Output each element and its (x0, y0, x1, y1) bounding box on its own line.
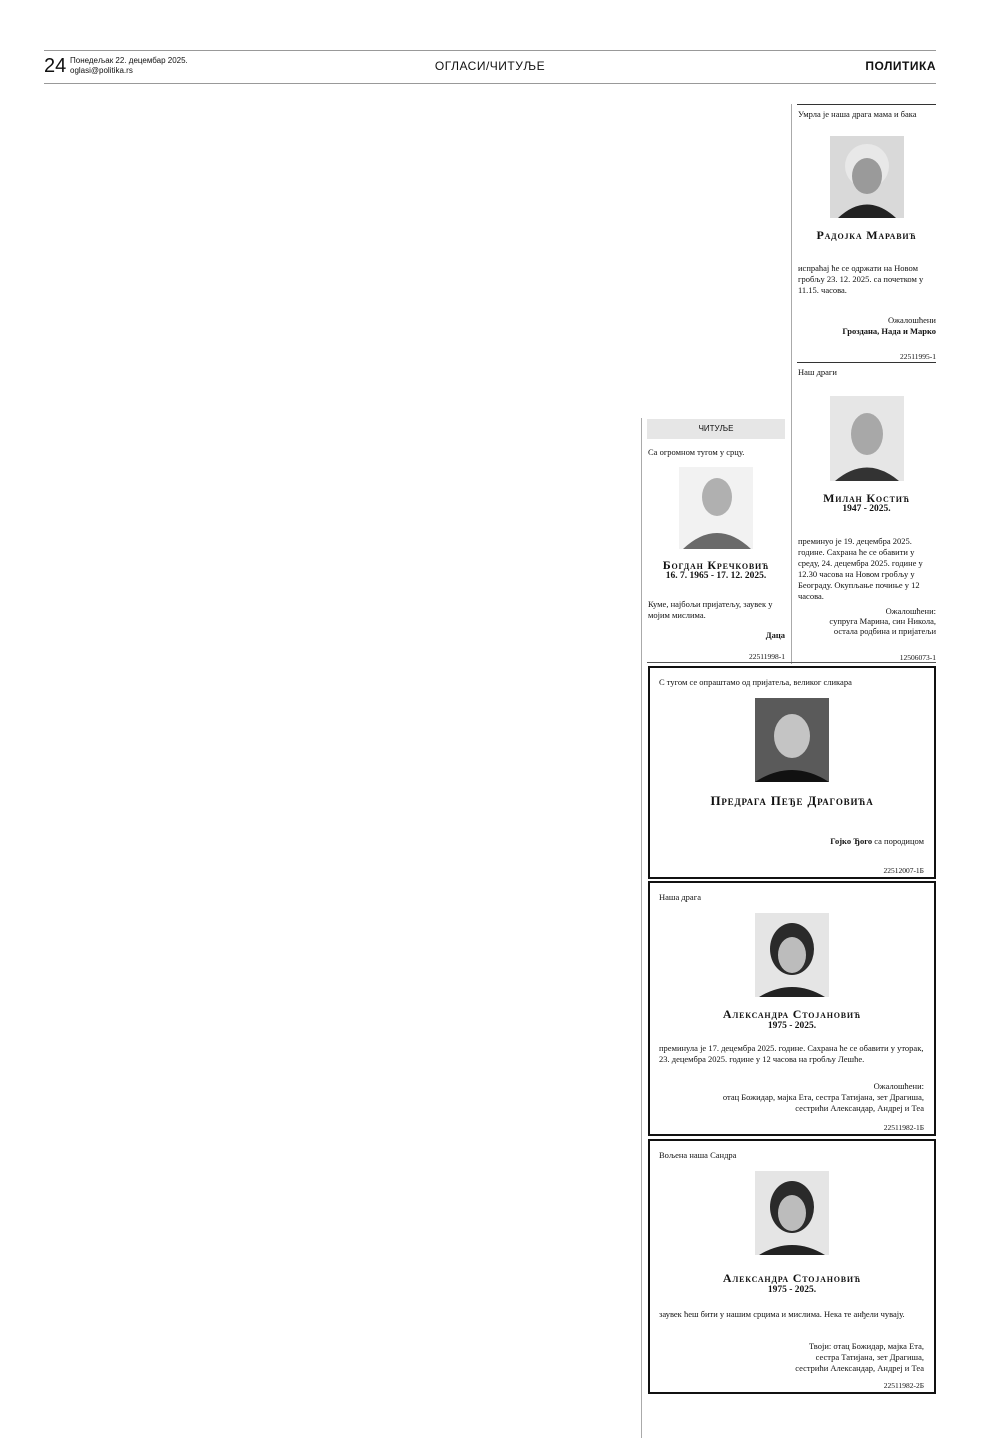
portrait-photo (830, 136, 904, 218)
signature-rest: са породицом (872, 836, 924, 846)
ad-code: 22512007-1Б (883, 866, 924, 875)
ad-code: 12506073-1 (899, 653, 936, 662)
contact-email: oglasi@politika.rs (70, 66, 133, 75)
notice-intro: С тугом се опраштамо од пријатеља, великог сликара (659, 677, 852, 687)
notice-body: Куме, најбољи пријатељу, заувек у мојим мислима. (648, 599, 773, 620)
notice-body: преминуо је 19. децембра 2025. године. Сахрана ће се обавити у среду, 24. децембра 2025. године у 12.30 часова на Новом гробљу у Београду. Окупљање почиње у 12 часова. (798, 536, 923, 601)
life-years: 16. 7. 1965 - 17. 12. 2025. (665, 571, 767, 581)
notice-intro: Наш драги (798, 367, 837, 377)
divider (647, 662, 936, 663)
deceased-name: Предрага Пеђе Драговића (710, 793, 874, 808)
life-years: 1975 - 2025. (767, 1285, 817, 1295)
obituary-notice-boxed (648, 1139, 936, 1394)
section-title: ОГЛАСИ/ЧИТУЉЕ (434, 59, 546, 73)
notice-intro: Са огромном тугом у срцу. (648, 447, 745, 457)
deceased-name: Милан Костић (823, 491, 910, 505)
signature: Даца (765, 630, 785, 640)
portrait-photo (755, 913, 829, 997)
column-divider (791, 104, 792, 664)
ad-code: 22511982-2Б (883, 1381, 924, 1390)
mourners-label: Ожалошћени (887, 315, 936, 325)
column-divider (641, 418, 642, 1438)
mourners-line: Твоји: отац Божидар, мајка Ета, (809, 1341, 924, 1351)
deceased-name: Радојка Маравић (816, 228, 917, 242)
mourners-line: отац Божидар, мајка Ета, сестра Татијана, зет Драгиша, (722, 1092, 924, 1102)
mourners-line: остала родбина и пријатељи (833, 626, 936, 636)
page-header (44, 50, 936, 84)
newspaper-masthead: ПОЛИТИКА (865, 59, 936, 73)
mourners-line: супруга Марина, син Никола, (829, 616, 936, 626)
life-years: 1947 - 2025. (842, 504, 891, 514)
notice-intro: Вољена наша Сандра (659, 1150, 737, 1160)
issue-date: Понедељак 22. децембар 2025. (70, 56, 188, 65)
obituary-notice (797, 104, 936, 362)
obituary-notice (797, 362, 936, 663)
notice-body: испраћај ће се одржати на Новом гробљу 23. 12. 2025. са почетком у 11.15. часова. (798, 263, 924, 295)
notice-intro: Умрла је наша драга мама и бака (798, 109, 917, 119)
notice-body: преминула је 17. децембра 2025. године. Сахрана ће се обавити у уторак, 23. децембра 2025. године у 12 часова на гробљу Лешће. (659, 1043, 924, 1064)
mourners-names: Гроздана, Нада и Марко (842, 326, 936, 336)
signature (830, 836, 924, 847)
mourners-label: Ожалошћени: (873, 1081, 924, 1091)
notice-body: заувек ћеш бити у нашим срцима и мислима. Нека те анђели чувају. (659, 1309, 905, 1319)
notice-intro: Наша драга (659, 892, 701, 902)
mourners-line: сестрићи Александар, Андреј и Теа (795, 1363, 924, 1373)
obituary-notice-boxed (648, 881, 936, 1136)
ad-code: 22511998-1 (749, 652, 785, 661)
deceased-name: Александра Стојановић (722, 1271, 862, 1285)
signature-name: Гојко Ђого (830, 836, 873, 846)
page-number: 24 (44, 55, 67, 77)
mourners-line: сестрићи Александар, Андреј и Теа (795, 1103, 924, 1113)
mourners-label: Ожалошћени: (885, 606, 936, 616)
portrait-photo (830, 396, 904, 481)
column-label: ЧИТУЉЕ (647, 419, 785, 439)
deceased-name: Богдан Кречковић (662, 558, 770, 572)
deceased-name: Александра Стојановић (722, 1007, 862, 1021)
ad-code: 22511995-1 (900, 352, 936, 361)
obituary-notice-boxed (648, 666, 936, 879)
ad-code: 22511982-1Б (883, 1123, 924, 1132)
portrait-photo (679, 467, 753, 549)
mourners-line: сестра Татијана, зет Драгиша, (815, 1352, 924, 1362)
obituary-notice (647, 419, 785, 661)
portrait-photo (755, 698, 829, 782)
portrait-photo (755, 1171, 829, 1255)
life-years: 1975 - 2025. (767, 1021, 817, 1031)
